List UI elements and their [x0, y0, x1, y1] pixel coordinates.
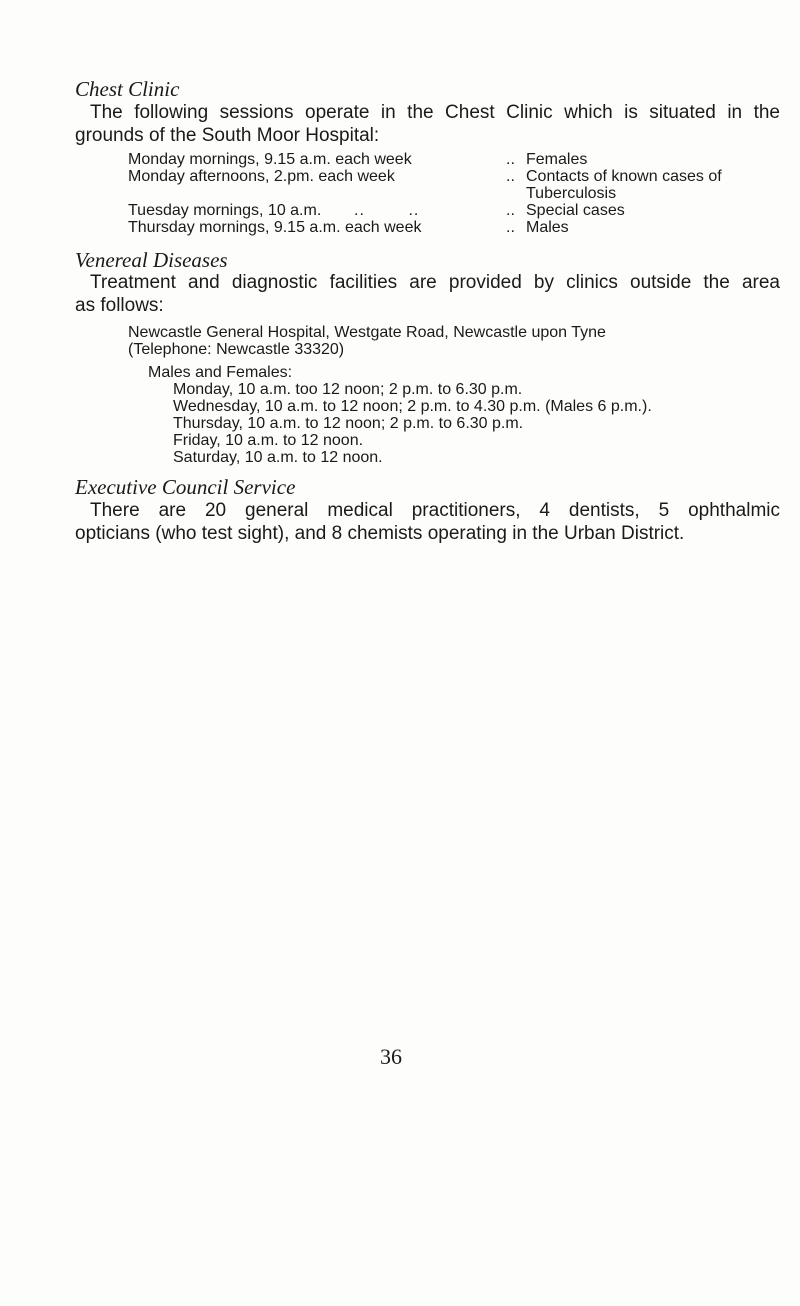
- venereal-diseases-intro-line-2: as follows:: [75, 295, 164, 316]
- page-number: 36: [380, 1044, 402, 1069]
- session-time: Monday afternoons, 2.pm. each week: [128, 168, 395, 185]
- session-leader-dots-inline: .. ..: [354, 202, 420, 219]
- session-time: Thursday mornings, 9.15 a.m. each week: [128, 219, 422, 236]
- venereal-diseases-heading: Venereal Diseases: [75, 248, 228, 272]
- executive-council-line-1: There are 20 general medical practitioners, 4 dentists, 5 ophthalmic: [90, 500, 780, 521]
- session-patients: Special cases: [526, 202, 625, 219]
- chest-clinic-intro-line-1: The following sessions operate in the Chest Clinic which is situated in the: [90, 102, 780, 123]
- session-leader-dots: ..: [506, 151, 515, 168]
- session-row: [128, 219, 768, 236]
- executive-council-line-2: opticians (who test sight), and 8 chemists operating in the Urban District.: [75, 523, 685, 544]
- clinic-time-line: Friday, 10 a.m. to 12 noon.: [173, 432, 364, 449]
- executive-council-text: [75, 499, 780, 545]
- clinic-time-line: Thursday, 10 a.m. to 12 noon; 2 p.m. to 6.30 p.m.: [173, 415, 524, 432]
- patient-group-label: Males and Females:: [148, 364, 293, 381]
- venereal-diseases-intro: [75, 271, 780, 317]
- session-row: [128, 151, 768, 168]
- session-patients: Males: [526, 219, 569, 236]
- executive-council-heading: Executive Council Service: [75, 475, 296, 499]
- session-time: Monday mornings, 9.15 a.m. each week: [128, 151, 412, 168]
- session-row: [128, 168, 768, 202]
- chest-clinic-sessions: [128, 151, 768, 236]
- session-leader-dots: ..: [506, 202, 515, 219]
- hospital-address: Newcastle General Hospital, Westgate Road, Newcastle upon Tyne: [128, 324, 606, 341]
- vd-clinic-details: [128, 324, 768, 466]
- clinic-time-line: Saturday, 10 a.m. to 12 noon.: [173, 449, 383, 466]
- session-time: Tuesday mornings, 10 a.m.: [128, 202, 322, 219]
- clinic-time-line: Wednesday, 10 a.m. to 12 noon; 2 p.m. to 4.30 p.m. (Males 6 p.m.).: [173, 398, 652, 415]
- session-leader-dots: ..: [506, 168, 515, 185]
- chest-clinic-intro-line-2: grounds of the South Moor Hospital:: [75, 125, 380, 146]
- session-leader-dots: ..: [506, 219, 515, 236]
- chest-clinic-heading: Chest Clinic: [75, 77, 180, 101]
- session-patients: Contacts of known cases of Tuberculosis: [526, 168, 722, 202]
- hospital-telephone: (Telephone: Newcastle 33320): [128, 341, 345, 358]
- venereal-diseases-intro-line-1: Treatment and diagnostic facilities are provided by clinics outside the area: [90, 272, 780, 293]
- session-patients: Females: [526, 151, 588, 168]
- session-row: [128, 202, 768, 219]
- clinic-time-line: Monday, 10 a.m. too 12 noon; 2 p.m. to 6.30 p.m.: [173, 381, 523, 398]
- chest-clinic-intro: [75, 101, 780, 147]
